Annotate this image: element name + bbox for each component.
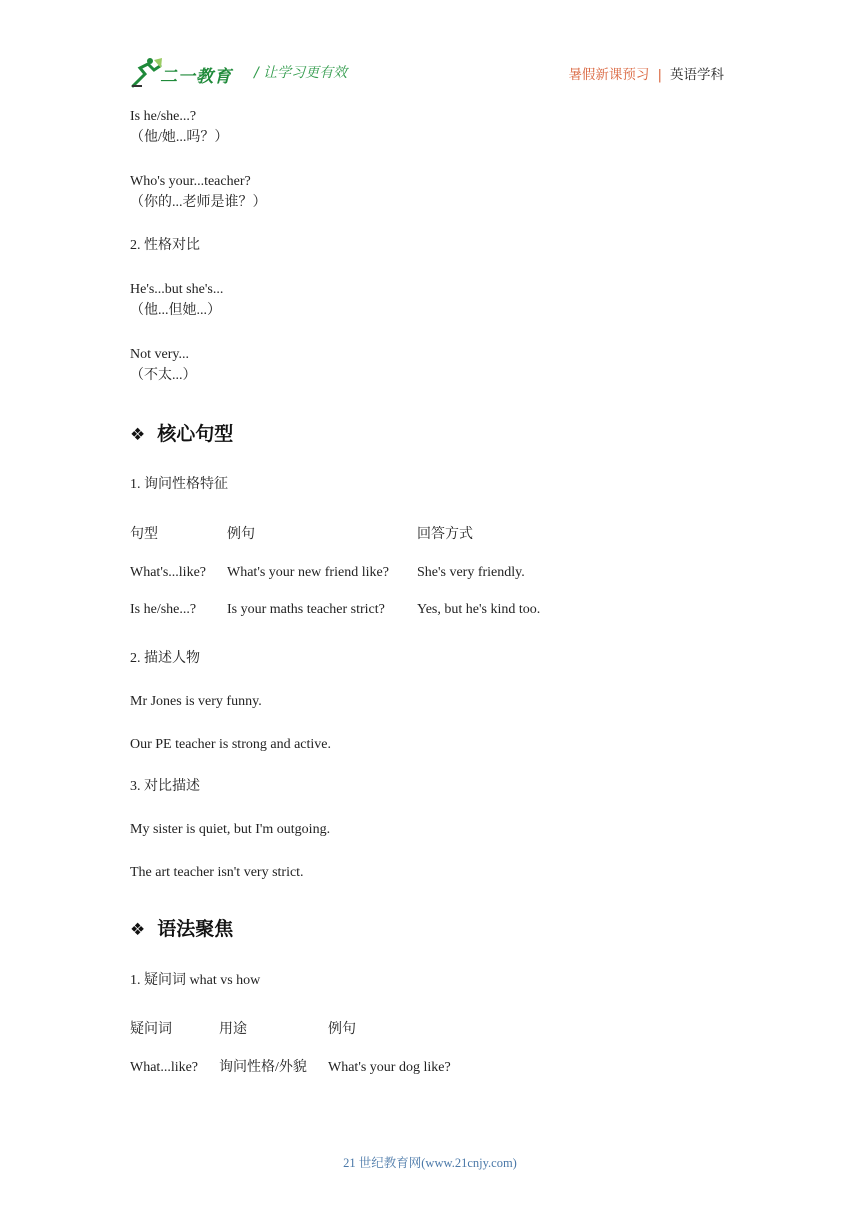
table-header-cell: 例句 <box>328 1022 356 1037</box>
subject-label: 英语学科 <box>670 67 724 83</box>
table-cell: Is your maths teacher strict? <box>227 602 385 617</box>
table-cell: Yes, but he's kind too. <box>417 602 541 617</box>
pattern-line: Is he/she...? <box>130 109 197 124</box>
section-heading-grammar <box>130 914 233 941</box>
page-footer: 21 世纪教育网(www.21cnjy.com) <box>343 1156 517 1170</box>
course-label: 暑假新课预习 <box>568 67 650 83</box>
subheading: 1. 询问性格特征 <box>130 477 228 492</box>
header-course-info <box>568 63 724 83</box>
example-sentence: Mr Jones is very funny. <box>130 694 262 709</box>
pattern-translation: （他...但她...） <box>130 303 221 318</box>
slogan: / 让学习更有效 <box>254 65 348 81</box>
diamond-bullet-icon: ❖ <box>130 425 146 445</box>
section-title: 核心句型 <box>157 423 234 445</box>
runner-logo-icon <box>130 56 164 90</box>
pattern-line: Who's your...teacher? <box>130 174 251 189</box>
table-cell: She's very friendly. <box>417 565 525 580</box>
example-sentence: The art teacher isn't very strict. <box>130 865 304 880</box>
pattern-translation: （你的...老师是谁？） <box>130 195 267 210</box>
subheading: 2. 性格对比 <box>130 238 200 253</box>
header-separator: | <box>657 67 662 83</box>
logo-text: 二一教育 <box>160 67 232 87</box>
brand-logo <box>130 56 242 90</box>
table-header-cell: 疑问词 <box>130 1022 172 1037</box>
table-cell: What's your new friend like? <box>227 565 389 580</box>
diamond-bullet-icon: ❖ <box>130 920 146 940</box>
table-cell: 询问性格/外貌 <box>219 1060 307 1075</box>
pattern-translation: （不太...） <box>130 368 197 383</box>
table-header-cell: 例句 <box>227 527 255 542</box>
pattern-translation: （他/她...吗？） <box>130 130 229 145</box>
section-title: 语法聚焦 <box>157 918 234 940</box>
subheading: 1. 疑问词 what vs how <box>130 973 261 988</box>
example-sentence: My sister is quiet, but I'm outgoing. <box>130 822 331 837</box>
table-cell: What's your dog like? <box>328 1060 451 1075</box>
table-header-cell: 用途 <box>219 1022 247 1037</box>
table-cell: What's...like? <box>130 565 206 580</box>
table-cell: What...like? <box>130 1060 199 1075</box>
table-cell: Is he/she...? <box>130 602 197 617</box>
table-header-cell: 回答方式 <box>417 527 473 542</box>
section-heading-core <box>130 419 233 446</box>
page-header <box>130 56 730 90</box>
pattern-line: Not very... <box>130 347 189 362</box>
subheading: 2. 描述人物 <box>130 651 200 666</box>
subheading: 3. 对比描述 <box>130 779 200 794</box>
example-sentence: Our PE teacher is strong and active. <box>130 737 331 752</box>
table-header-cell: 句型 <box>130 527 158 542</box>
pattern-line: He's...but she's... <box>130 282 224 297</box>
